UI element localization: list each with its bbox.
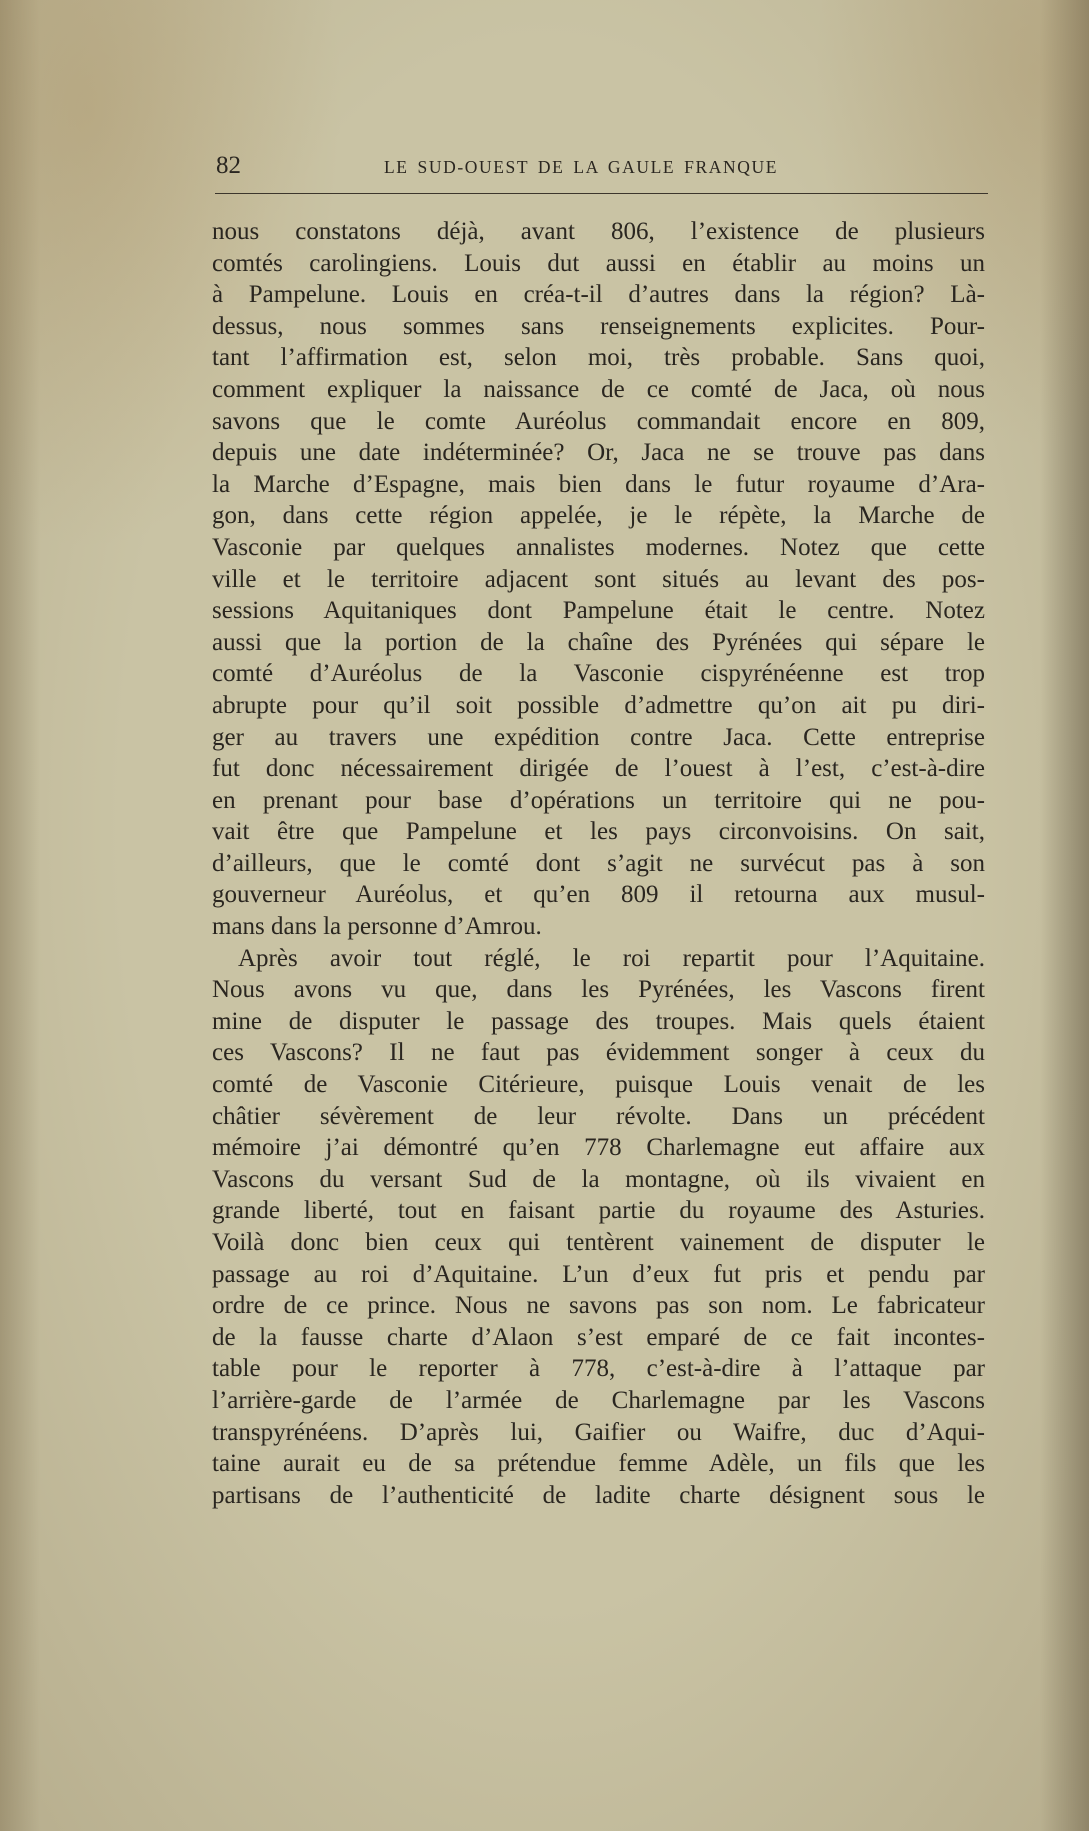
text-line: gouverneur Auréolus, et qu’en 809 il retourna aux musul- bbox=[212, 881, 985, 909]
text-line: comté d’Auréolus de la Vasconie cispyrénéenne est trop bbox=[212, 660, 985, 688]
text-line: table pour le reporter à 778, c’est-à-dire à l’attaque par bbox=[212, 1355, 985, 1383]
text-line: l’arrière-garde de l’armée de Charlemagne par les Vascons bbox=[212, 1386, 985, 1414]
text-line: passage au roi d’Aquitaine. L’un d’eux fut pris et pendu par bbox=[212, 1260, 985, 1288]
text-line: ville et le territoire adjacent sont situés au levant des pos- bbox=[212, 565, 985, 593]
text-line: savons que le comte Auréolus commandait encore en 809, bbox=[212, 407, 985, 435]
text-line: d’ailleurs, que le comté dont s’agit ne survécut pas à son bbox=[212, 849, 985, 877]
text-line: partisans de l’authenticité de ladite charte désignent sous le bbox=[212, 1481, 985, 1509]
text-line: Vasconie par quelques annalistes modernes. Notez que cette bbox=[212, 533, 985, 561]
text-line: tant l’affirmation est, selon moi, très probable. Sans quoi, bbox=[212, 344, 985, 372]
text-line: ordre de ce prince. Nous ne savons pas son nom. Le fabricateur bbox=[212, 1292, 985, 1320]
text-line: sessions Aquitaniques dont Pampelune était le centre. Notez bbox=[212, 597, 985, 625]
text-line: gon, dans cette région appelée, je le répète, la Marche de bbox=[212, 502, 985, 530]
text-line: châtier sévèrement de leur révolte. Dans un précédent bbox=[212, 1102, 985, 1130]
text-line: mans dans la personne d’Amrou. bbox=[212, 913, 542, 941]
text-line: nous constatons déjà, avant 806, l’existence de plusieurs bbox=[212, 218, 985, 245]
text-line: en prenant pour base d’opérations un territoire qui ne pou- bbox=[212, 786, 985, 814]
text-line: Nous avons vu que, dans les Pyrénées, les Vascons firent bbox=[212, 976, 985, 1004]
text-line: vait être que Pampelune et les pays circonvoisins. On sait, bbox=[212, 818, 985, 846]
text-line: taine aurait eu de sa prétendue femme Adèle, un fils que les bbox=[212, 1450, 985, 1478]
running-title: LE SUD-OUEST DE LA GAULE FRANQUE bbox=[384, 157, 778, 177]
text-line: de la fausse charte d’Alaon s’est emparé de ce fait incontes- bbox=[212, 1323, 985, 1351]
paragraph-1 bbox=[212, 216, 985, 943]
text-line: aussi que la portion de la chaîne des Pyrénées qui sépare le bbox=[212, 628, 985, 656]
text-line: ces Vascons? Il ne faut pas évidemment songer à ceux du bbox=[212, 1039, 985, 1067]
text-line: dessus, nous sommes sans renseignements explicites. Pour- bbox=[212, 312, 985, 340]
text-line: mine de disputer le passage des troupes. Mais quels étaient bbox=[212, 1007, 985, 1035]
paragraph-2 bbox=[212, 943, 985, 1512]
text-line: depuis une date indéterminée? Or, Jaca ne se trouve pas dans bbox=[212, 439, 985, 467]
text-line: comté de Vasconie Citérieure, puisque Louis venait de les bbox=[212, 1071, 985, 1099]
text-line: Vascons du versant Sud de la montagne, où ils vivaient en bbox=[212, 1165, 985, 1193]
text-line: Voilà donc bien ceux qui tentèrent vainement de disputer le bbox=[212, 1229, 985, 1256]
text-line: transpyrénéens. D’après lui, Gaifier ou Waifre, duc d’Aqui- bbox=[212, 1418, 985, 1446]
text-line: grande liberté, tout en faisant partie du royaume des Asturies. bbox=[212, 1197, 985, 1225]
text-line: comtés carolingiens. Louis dut aussi en établir au moins un bbox=[212, 249, 985, 277]
text-line: mémoire j’ai démontré qu’en 778 Charlemagne eut affaire aux bbox=[212, 1134, 985, 1162]
header-rule bbox=[215, 193, 988, 194]
text-line: Après avoir tout réglé, le roi repartit pour l’Aquitaine. bbox=[238, 944, 985, 972]
running-head bbox=[216, 152, 990, 182]
text-line: la Marche d’Espagne, mais bien dans le futur royaume d’Ara- bbox=[212, 470, 985, 498]
page-number: 82 bbox=[216, 152, 241, 179]
text-line: ger au travers une expédition contre Jaca. Cette entreprise bbox=[212, 723, 985, 751]
text-line: abrupte pour qu’il soit possible d’admettre qu’on ait pu diri- bbox=[212, 691, 985, 719]
body-text bbox=[212, 216, 985, 1511]
text-line: comment expliquer la naissance de ce comté de Jaca, où nous bbox=[212, 375, 985, 403]
text-line: fut donc nécessairement dirigée de l’ouest à l’est, c’est-à-dire bbox=[212, 755, 985, 783]
text-line: à Pampelune. Louis en créa-t-il d’autres dans la région? Là- bbox=[212, 281, 985, 309]
